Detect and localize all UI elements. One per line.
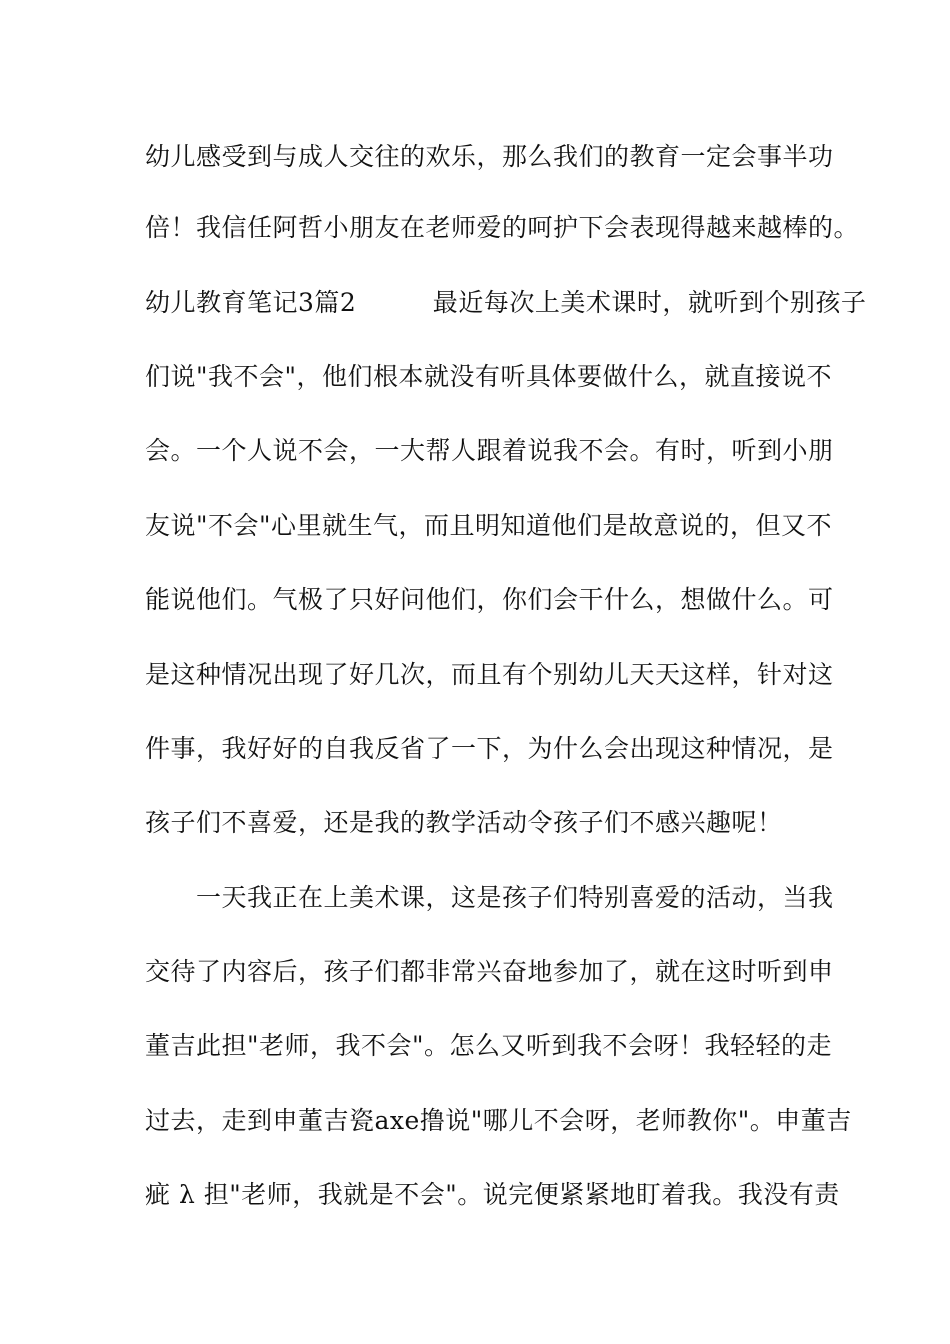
text-line: 会。一个人说不会，一大帮人跟着说我不会。有时，听到小朋 xyxy=(145,436,834,465)
text-line: 能说他们。气极了只好问他们，你们会干什么，想做什么。可 xyxy=(145,585,834,614)
text-line: 件事，我好好的自我反省了一下，为什么会出现这种情况，是 xyxy=(145,734,834,763)
text-line: 友说"不会"心里就生气，而且明知道他们是故意说的，但又不 xyxy=(145,511,833,540)
text-line: 倍！我信任阿哲小朋友在老师爱的呵护下会表现得越来越棒的。 xyxy=(145,213,860,242)
text-line: 董吉此担"老师，我不会"。怎么又听到我不会呀！我轻轻的走 xyxy=(145,1031,833,1060)
text-line: 疵 λ 担"老师，我就是不会"。说完便紧紧地盯着我。我没有责 xyxy=(145,1180,840,1209)
text-line: 幼儿感受到与成人交往的欢乐，那么我们的教育一定会事半功 xyxy=(145,142,834,171)
text-line: 幼儿教育笔记3篇2 最近每次上美术课时，就听到个别孩子 xyxy=(145,288,867,317)
text-line: 孩子们不喜爱，还是我的教学活动令孩子们不感兴趣呢！ xyxy=(145,808,783,837)
text-line: 一天我正在上美术课，这是孩子们特别喜爱的活动，当我 xyxy=(145,883,834,912)
text-line: 们说"我不会"，他们根本就没有听具体要做什么，就直接说不 xyxy=(145,362,833,391)
text-line: 过去，走到申董吉瓷axe撸说"哪儿不会呀，老师教你"。申董吉 xyxy=(145,1106,852,1135)
text-line: 是这种情况出现了好几次，而且有个别幼儿天天这样，针对这 xyxy=(145,660,834,689)
text-line: 交待了内容后，孩子们都非常兴奋地参加了，就在这时听到申 xyxy=(145,957,834,986)
